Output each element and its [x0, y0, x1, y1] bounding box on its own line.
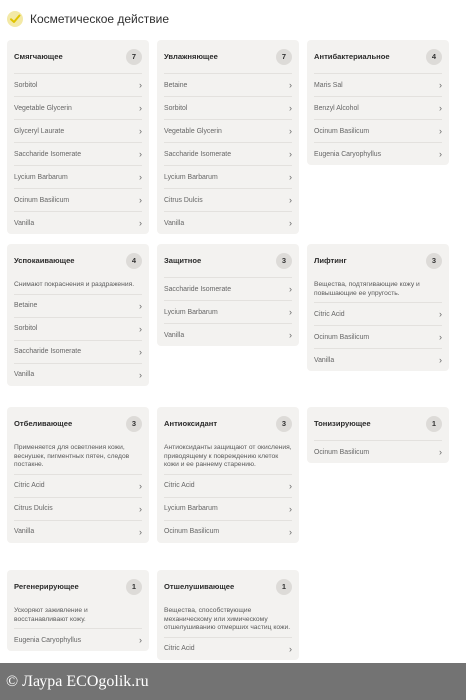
ingredient-link[interactable]	[14, 497, 142, 520]
ingredient-link[interactable]	[14, 73, 142, 96]
ingredient-link[interactable]	[14, 628, 142, 651]
ingredient-link[interactable]	[14, 96, 142, 119]
ingredient-link[interactable]	[164, 96, 292, 119]
effect-card	[7, 40, 149, 234]
chevron-right-icon: ›	[289, 307, 292, 317]
ingredient-label: Vanilla	[164, 219, 185, 227]
ingredient-link[interactable]	[14, 340, 142, 363]
ingredient-label: Betaine	[14, 302, 38, 310]
card-description: Вещества, способствующие механическому или химическому отшелушиванию отмерших частиц кожи.	[164, 607, 291, 632]
count-badge: 4	[126, 253, 142, 269]
ingredient-link[interactable]	[14, 363, 142, 386]
ingredient-link[interactable]	[314, 73, 442, 96]
chevron-right-icon: ›	[439, 355, 442, 366]
ingredient-link[interactable]	[14, 142, 142, 165]
ingredient-link[interactable]	[314, 302, 442, 325]
chevron-right-icon: ›	[139, 323, 142, 334]
effect-card	[157, 570, 299, 660]
card-title: Отшелушивающее	[164, 582, 235, 591]
chevron-right-icon: ›	[139, 172, 142, 182]
card-title: Антибактериальное	[314, 52, 390, 61]
chevron-right-icon: ›	[139, 218, 142, 228]
ingredient-label: Lycium Barbarum	[164, 505, 218, 513]
chevron-right-icon: ›	[289, 480, 292, 491]
chevron-right-icon: ›	[289, 284, 292, 294]
ingredient-label: Eugenia Caryophyllus	[14, 636, 82, 644]
chevron-right-icon: ›	[289, 643, 292, 654]
card-description: Применяется для осветления кожи, веснушек, пигментных пятен, следов постакне.	[14, 444, 130, 469]
chevron-right-icon: ›	[289, 503, 292, 514]
check-icon	[7, 11, 23, 27]
chevron-right-icon: ›	[439, 332, 442, 343]
ingredient-link[interactable]	[164, 277, 292, 300]
chevron-right-icon: ›	[289, 172, 292, 182]
card-description: Антиоксиданты защищают от окисления, приводящему к повреждению клеток кожи и ее раннему старению.	[164, 444, 292, 469]
ingredient-link[interactable]	[14, 317, 142, 340]
section-title: Косметическое действие	[30, 12, 170, 26]
card-header	[314, 244, 442, 277]
ingredient-label: Glyceryl Laurate	[14, 127, 65, 135]
ingredient-label: Sorbitol	[14, 325, 38, 333]
chevron-right-icon: ›	[439, 149, 442, 159]
ingredient-label: Saccharide Isomerate	[14, 150, 82, 158]
card-title: Успокаивающее	[14, 256, 75, 265]
watermark: © Лаура ECOgolik.ru	[0, 663, 466, 700]
chevron-right-icon: ›	[439, 80, 442, 90]
effect-card	[157, 407, 299, 543]
ingredient-label: Citric Acid	[14, 482, 45, 490]
ingredient-link[interactable]	[164, 474, 292, 497]
count-badge: 4	[426, 49, 442, 65]
ingredient-link[interactable]	[164, 188, 292, 211]
count-badge: 7	[126, 49, 142, 65]
ingredient-link[interactable]	[314, 119, 442, 142]
card-title: Антиоксидант	[164, 419, 218, 428]
card-description: Ускоряют заживление и восстанавливают кожу.	[14, 607, 88, 623]
ingredient-label: Vanilla	[14, 219, 35, 227]
ingredient-label: Citrus Dulcis	[164, 196, 203, 204]
count-badge: 3	[126, 416, 142, 432]
ingredient-label: Ocinum Basilicum	[14, 196, 70, 204]
chevron-right-icon: ›	[439, 103, 442, 113]
ingredient-label: Citric Acid	[164, 482, 195, 490]
ingredient-label: Citrus Dulcis	[14, 505, 53, 513]
effect-card	[307, 40, 449, 165]
chevron-right-icon: ›	[289, 149, 292, 159]
ingredient-label: Saccharide Isomerate	[164, 285, 232, 293]
card-header	[314, 40, 442, 73]
ingredient-link[interactable]	[314, 348, 442, 371]
ingredient-link[interactable]	[14, 294, 142, 317]
card-title: Защитное	[164, 256, 202, 265]
chevron-right-icon: ›	[139, 346, 142, 357]
card-header	[164, 407, 292, 440]
ingredient-link[interactable]	[14, 520, 142, 543]
card-header	[164, 570, 292, 603]
count-badge: 3	[276, 253, 292, 269]
effect-card	[7, 407, 149, 543]
ingredient-link[interactable]	[14, 188, 142, 211]
ingredient-link[interactable]	[14, 119, 142, 142]
chevron-right-icon: ›	[139, 103, 142, 113]
ingredient-label: Eugenia Caryophyllus	[314, 150, 382, 158]
ingredient-label: Betaine	[164, 81, 188, 89]
ingredient-link[interactable]	[164, 119, 292, 142]
card-header	[14, 244, 142, 277]
ingredient-link[interactable]	[314, 142, 442, 165]
section-header	[7, 10, 169, 28]
ingredient-label: Citric Acid	[314, 310, 345, 318]
ingredient-label: Vegetable Glycerin	[164, 127, 222, 135]
chevron-right-icon: ›	[289, 526, 292, 537]
chevron-right-icon: ›	[139, 635, 142, 646]
ingredient-link[interactable]	[14, 211, 142, 234]
count-badge: 7	[276, 49, 292, 65]
chevron-right-icon: ›	[439, 126, 442, 136]
count-badge: 3	[426, 253, 442, 269]
chevron-right-icon: ›	[139, 126, 142, 136]
card-description: Снимают покраснения и раздражения.	[14, 281, 135, 288]
chevron-right-icon: ›	[439, 309, 442, 320]
card-title: Регенерирующее	[14, 582, 79, 591]
ingredient-label: Vanilla	[14, 528, 35, 536]
ingredient-label: Sorbitol	[164, 104, 188, 112]
ingredient-label: Vanilla	[164, 331, 185, 339]
count-badge: 1	[126, 579, 142, 595]
ingredient-link[interactable]	[164, 142, 292, 165]
chevron-right-icon: ›	[289, 126, 292, 136]
ingredient-label: Ocinum Basilicum	[164, 528, 220, 536]
ingredient-label: Benzyl Alcohol	[314, 104, 359, 112]
count-badge: 1	[426, 416, 442, 432]
ingredient-link[interactable]	[314, 325, 442, 348]
ingredient-link[interactable]	[314, 96, 442, 119]
chevron-right-icon: ›	[289, 195, 292, 205]
card-title: Увлажняющее	[164, 52, 218, 61]
ingredient-label: Saccharide Isomerate	[14, 348, 82, 356]
ingredient-label: Vanilla	[14, 371, 35, 379]
count-badge: 1	[276, 579, 292, 595]
ingredient-link[interactable]	[14, 165, 142, 188]
ingredient-label: Ocinum Basilicum	[314, 127, 370, 135]
card-title: Лифтинг	[314, 256, 347, 265]
card-header	[14, 570, 142, 603]
chevron-right-icon: ›	[139, 526, 142, 537]
ingredient-link[interactable]	[314, 440, 442, 463]
ingredient-label: Vanilla	[314, 356, 335, 364]
chevron-right-icon: ›	[289, 218, 292, 228]
card-description: Вещества, подтягивающие кожу и повышающие ее упругость.	[314, 281, 420, 297]
card-header	[164, 244, 292, 277]
count-badge: 3	[276, 416, 292, 432]
effect-card	[157, 244, 299, 346]
ingredient-label: Vegetable Glycerin	[14, 104, 72, 112]
ingredient-link[interactable]	[164, 165, 292, 188]
chevron-right-icon: ›	[139, 149, 142, 159]
ingredient-link[interactable]	[164, 520, 292, 543]
chevron-right-icon: ›	[139, 80, 142, 90]
ingredient-link[interactable]	[164, 497, 292, 520]
effect-card	[7, 570, 149, 651]
chevron-right-icon: ›	[139, 480, 142, 491]
card-header	[164, 40, 292, 73]
chevron-right-icon: ›	[289, 80, 292, 90]
chevron-right-icon: ›	[289, 330, 292, 340]
effect-card	[307, 407, 449, 463]
ingredient-label: Maris Sal	[314, 81, 343, 89]
chevron-right-icon: ›	[139, 503, 142, 514]
ingredient-label: Sorbitol	[14, 81, 38, 89]
card-header	[14, 40, 142, 73]
ingredient-label: Citric Acid	[164, 645, 195, 653]
ingredient-label: Saccharide Isomerate	[164, 150, 232, 158]
ingredient-label: Lycium Barbarum	[164, 308, 218, 316]
ingredient-link[interactable]	[164, 323, 292, 346]
ingredient-link[interactable]	[164, 637, 292, 660]
card-header	[314, 407, 442, 440]
ingredient-label: Ocinum Basilicum	[314, 333, 370, 341]
ingredient-label: Lycium Barbarum	[164, 173, 218, 181]
card-title: Тонизирующее	[314, 419, 371, 428]
effect-card	[307, 244, 449, 371]
chevron-right-icon: ›	[139, 195, 142, 205]
chevron-right-icon: ›	[139, 369, 142, 380]
card-header	[14, 407, 142, 440]
ingredient-label: Lycium Barbarum	[14, 173, 68, 181]
effect-card	[157, 40, 299, 234]
ingredient-link[interactable]	[164, 300, 292, 323]
chevron-right-icon: ›	[439, 447, 442, 457]
ingredient-link[interactable]	[164, 211, 292, 234]
ingredient-link[interactable]	[164, 73, 292, 96]
effect-card	[7, 244, 149, 386]
card-title: Смягчающее	[14, 52, 63, 61]
ingredient-label: Ocinum Basilicum	[314, 448, 370, 456]
ingredient-link[interactable]	[14, 474, 142, 497]
chevron-right-icon: ›	[139, 300, 142, 311]
card-title: Отбеливающее	[14, 419, 73, 428]
chevron-right-icon: ›	[289, 103, 292, 113]
